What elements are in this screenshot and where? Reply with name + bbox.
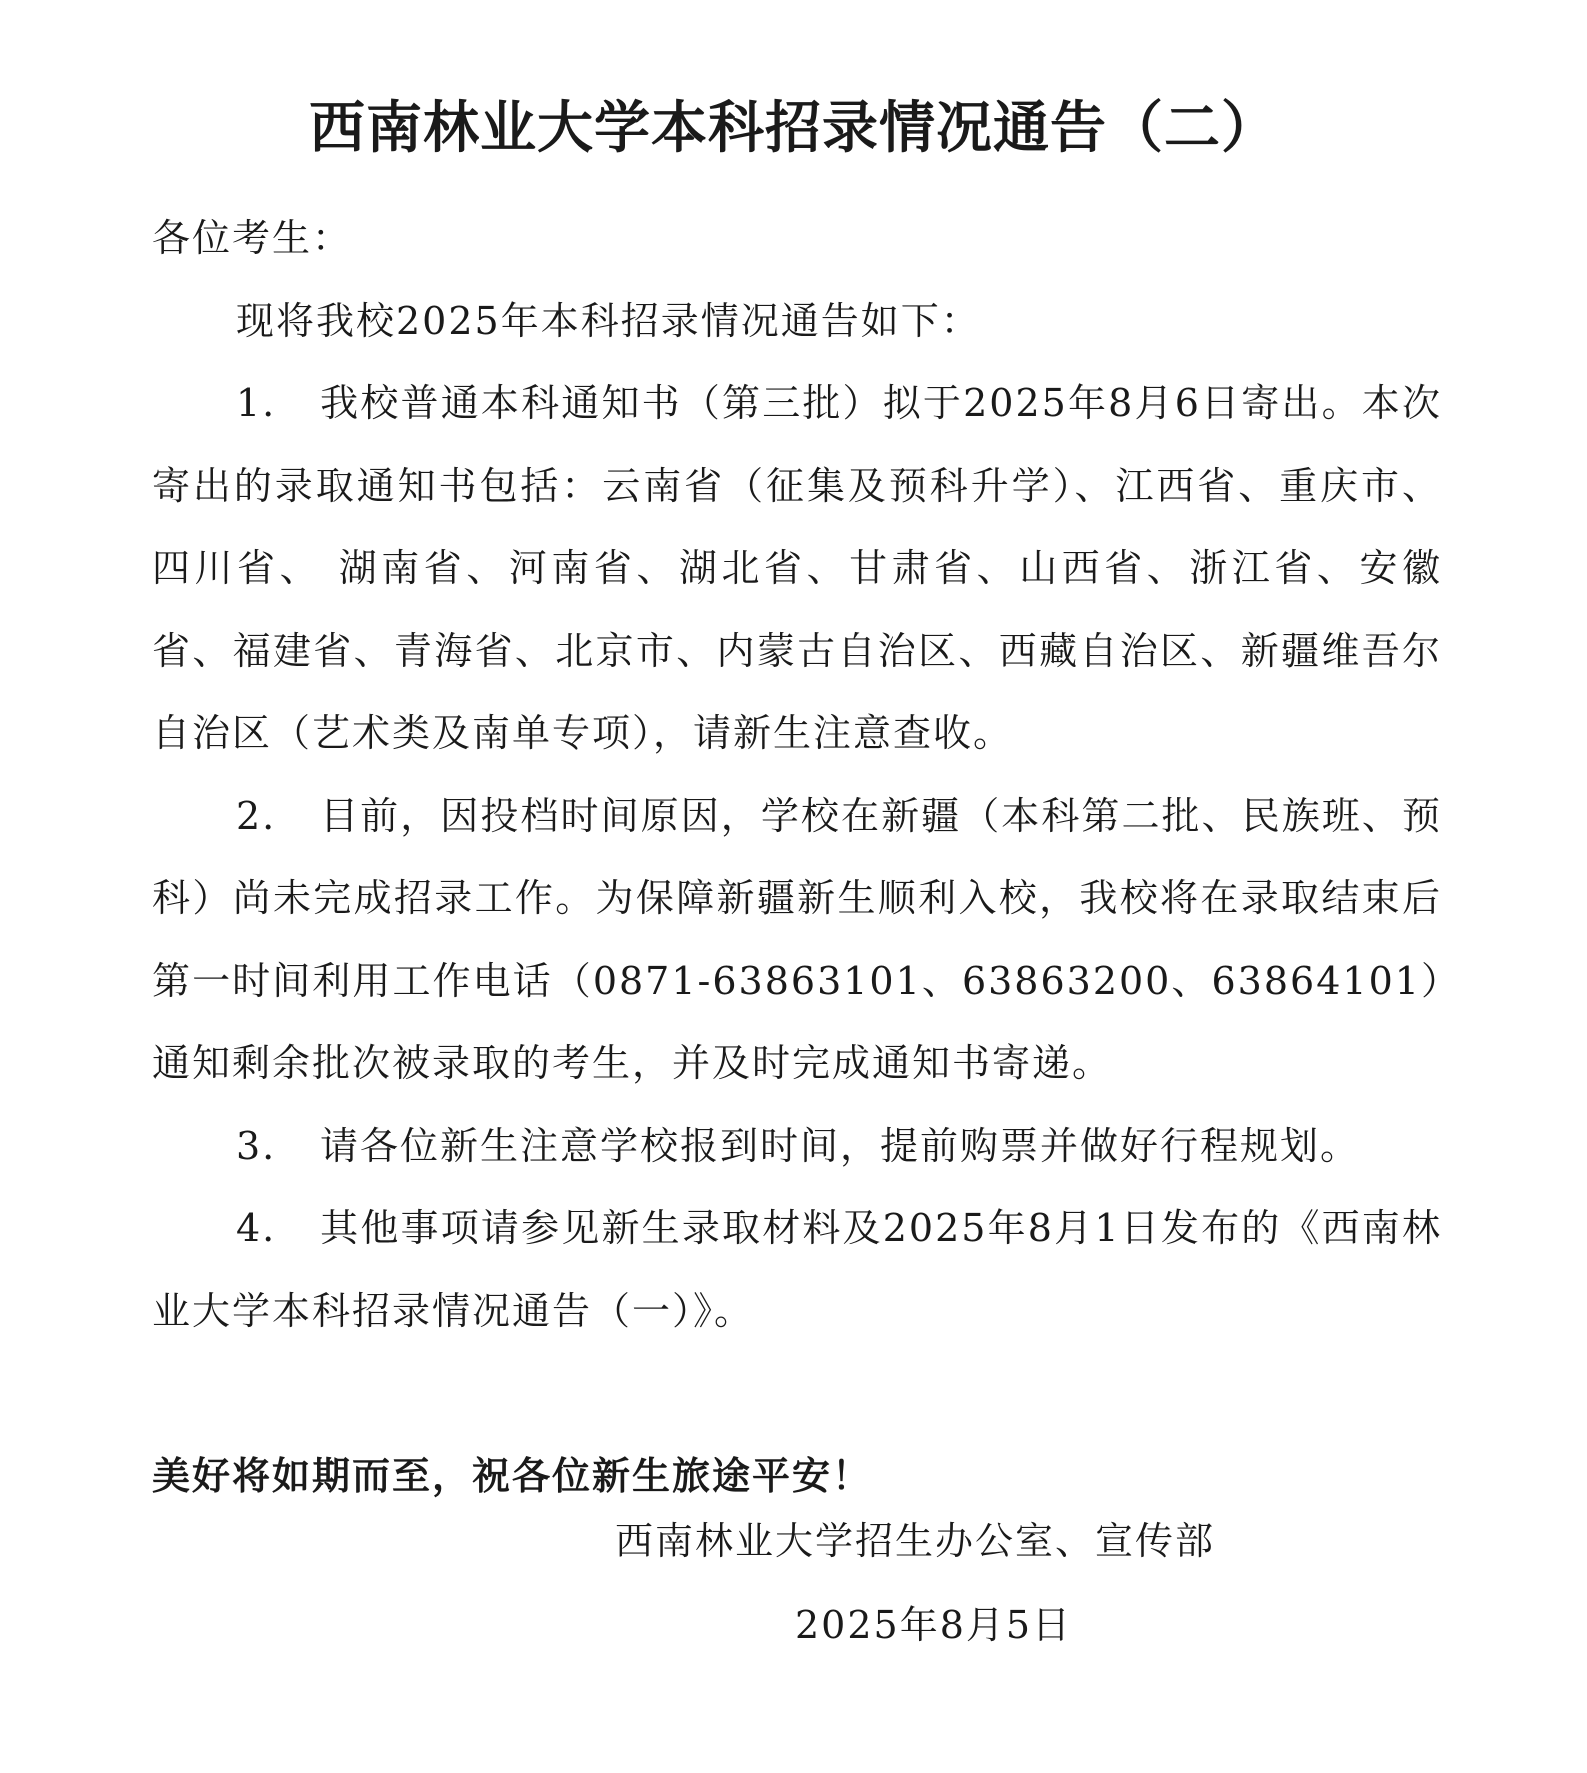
greeting: 各位考生：: [152, 216, 353, 260]
intro-paragraph: 现将我校2025年本科招录情况通告如下：: [236, 298, 981, 343]
signature: 西南林业大学招生办公室、宣传部: [615, 1519, 1216, 1563]
list-item: [152, 1187, 1442, 1352]
closing-line: 美好将如期而至，祝各位新生旅途平安！: [152, 1452, 873, 1498]
item-text: 其他事项请参见新生录取材料及2025年8月1日发布的《西南林业大学本科招录情况通告（一）》。: [152, 1206, 1442, 1333]
list-item: [152, 775, 1442, 1105]
item-number: 1.: [236, 381, 277, 425]
list-item: [152, 1105, 1442, 1188]
item-number: 2.: [236, 793, 277, 838]
document-body: [152, 197, 1442, 1517]
item-text: 目前，因投档时间原因，学校在新疆（本科第二批、民族班、预科）尚未完成招录工作。为保障新疆新生顺利入校，我校将在录取结束后第一时间利用工作电话（0871-63863101、63863200、63864101）通知剩余批次被录取的考生，并及时完成通知书寄递。: [152, 793, 1442, 1085]
issue-date: 2025年8月5日: [795, 1603, 1073, 1647]
document-title: 西南林业大学本科招录情况通告（二）: [309, 95, 1278, 161]
item-number: 3.: [236, 1123, 277, 1168]
item-text: 请各位新生注意学校报到时间，提前购票并做好行程规划。: [320, 1123, 1361, 1168]
list-item: [152, 362, 1442, 775]
blank-line: [152, 1352, 1442, 1435]
item-number: 4.: [236, 1206, 277, 1250]
item-text: 我校普通本科通知书（第三批）拟于2025年8月6日寄出。本次寄出的录取通知书包括：云南省（征集及预科升学）、江西省、重庆市、四川省、 湖南省、河南省、湖北省、甘肃省、山西省、浙江省、安徽省、福建省、青海省、北京市、内蒙古自治区、西藏自治区、新疆维吾尔自治区（艺术类及南单专项），请新生注意查收。: [152, 381, 1442, 755]
